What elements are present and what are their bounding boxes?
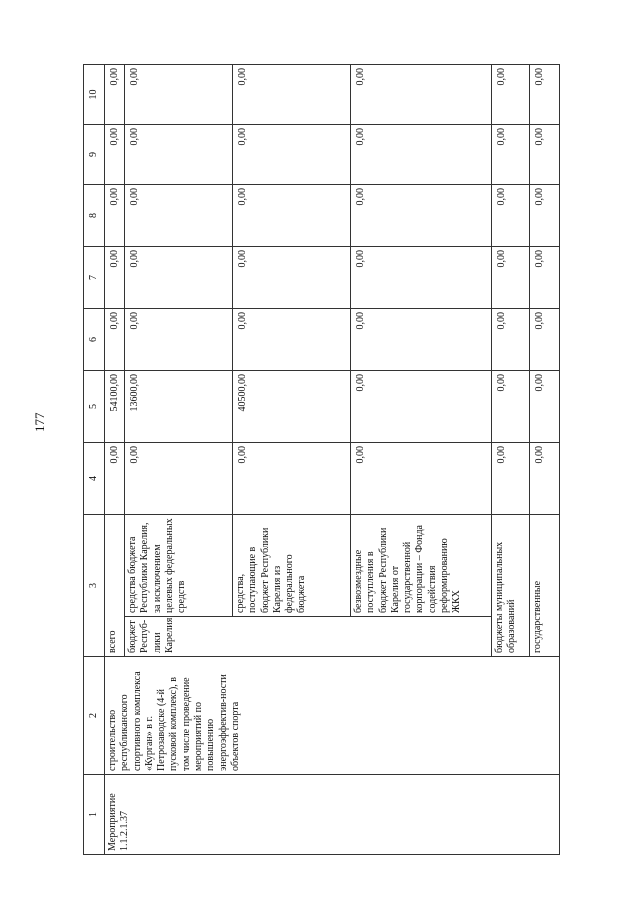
measure-description: строительство республиканского спортивного комплекса «Курган» в г. Петрозаводске (4-й пусковой комплекс), в том числе проведение мероприятий по повышению энергоэффектив-ности объектов спорта xyxy=(105,657,560,775)
header-cell: 5 xyxy=(84,371,105,443)
source-label: бюджеты муниципальных образований xyxy=(492,515,530,657)
value-cell: 0,00 xyxy=(125,125,233,185)
value-cell: 0,00 xyxy=(233,185,351,247)
header-cell: 7 xyxy=(84,247,105,309)
header-cell: 4 xyxy=(84,443,105,515)
value-cell: 0,00 xyxy=(351,443,492,515)
page-number: 177 xyxy=(32,412,47,432)
source-sublabel: средства, поступающие в бюджет Республики Карелия из федерального бюджета xyxy=(233,515,351,617)
value-cell: 0,00 xyxy=(530,443,560,515)
header-row xyxy=(84,65,105,855)
value-cell: 0,00 xyxy=(125,309,233,371)
value-cell: 0,00 xyxy=(351,65,492,125)
value-cell: 0,00 xyxy=(233,443,351,515)
value-cell: 0,00 xyxy=(530,371,560,443)
value-cell: 0,00 xyxy=(105,247,125,309)
source-label: бюджет Респуб-лики Карелия xyxy=(125,617,492,657)
value-cell: 0,00 xyxy=(351,185,492,247)
value-cell: 0,00 xyxy=(105,125,125,185)
header-cell: 2 xyxy=(84,657,105,775)
value-cell: 0,00 xyxy=(351,309,492,371)
value-cell: 0,00 xyxy=(105,309,125,371)
source-label: всего xyxy=(105,515,125,657)
value-cell: 0,00 xyxy=(492,443,530,515)
table-row xyxy=(105,65,125,855)
value-cell: 0,00 xyxy=(351,247,492,309)
value-cell: 0,00 xyxy=(492,185,530,247)
value-cell: 0,00 xyxy=(530,125,560,185)
header-cell: 6 xyxy=(84,309,105,371)
value-cell: 40500,00 xyxy=(233,371,351,443)
header-cell: 3 xyxy=(84,515,105,657)
value-cell: 0,00 xyxy=(105,65,125,125)
value-cell: 0,00 xyxy=(233,247,351,309)
value-cell: 0,00 xyxy=(125,65,233,125)
value-cell: 0,00 xyxy=(530,185,560,247)
header-cell: 8 xyxy=(84,185,105,247)
header-cell: 9 xyxy=(84,125,105,185)
value-cell: 0,00 xyxy=(492,371,530,443)
value-cell: 0,00 xyxy=(105,443,125,515)
value-cell: 0,00 xyxy=(492,309,530,371)
value-cell: 0,00 xyxy=(125,185,233,247)
value-cell: 0,00 xyxy=(125,443,233,515)
value-cell: 0,00 xyxy=(530,247,560,309)
value-cell: 0,00 xyxy=(530,65,560,125)
value-cell: 0,00 xyxy=(233,65,351,125)
value-cell: 0,00 xyxy=(492,65,530,125)
value-cell: 0,00 xyxy=(351,125,492,185)
source-label: государственные xyxy=(530,515,560,657)
value-cell: 13600,00 xyxy=(125,371,233,443)
value-cell: 0,00 xyxy=(125,247,233,309)
measure-id: Мероприятие 1.1.2.1.37 xyxy=(105,775,560,855)
value-cell: 54100,00 xyxy=(105,371,125,443)
source-sublabel: средства бюджета Республики Карелия, за исключением целевых федеральных средств xyxy=(125,515,233,617)
value-cell: 0,00 xyxy=(530,309,560,371)
value-cell: 0,00 xyxy=(492,247,530,309)
header-cell: 10 xyxy=(84,65,105,125)
header-cell: 1 xyxy=(84,775,105,855)
source-sublabel: безвозмездные поступления в бюджет Республики Карелия от государственной корпорации – Фонда содействия реформированию ЖКХ xyxy=(351,515,492,617)
value-cell: 0,00 xyxy=(105,185,125,247)
rotated-table-container xyxy=(83,65,558,855)
budget-table xyxy=(83,64,560,855)
value-cell: 0,00 xyxy=(233,125,351,185)
value-cell: 0,00 xyxy=(233,309,351,371)
value-cell: 0,00 xyxy=(492,125,530,185)
value-cell: 0,00 xyxy=(351,371,492,443)
